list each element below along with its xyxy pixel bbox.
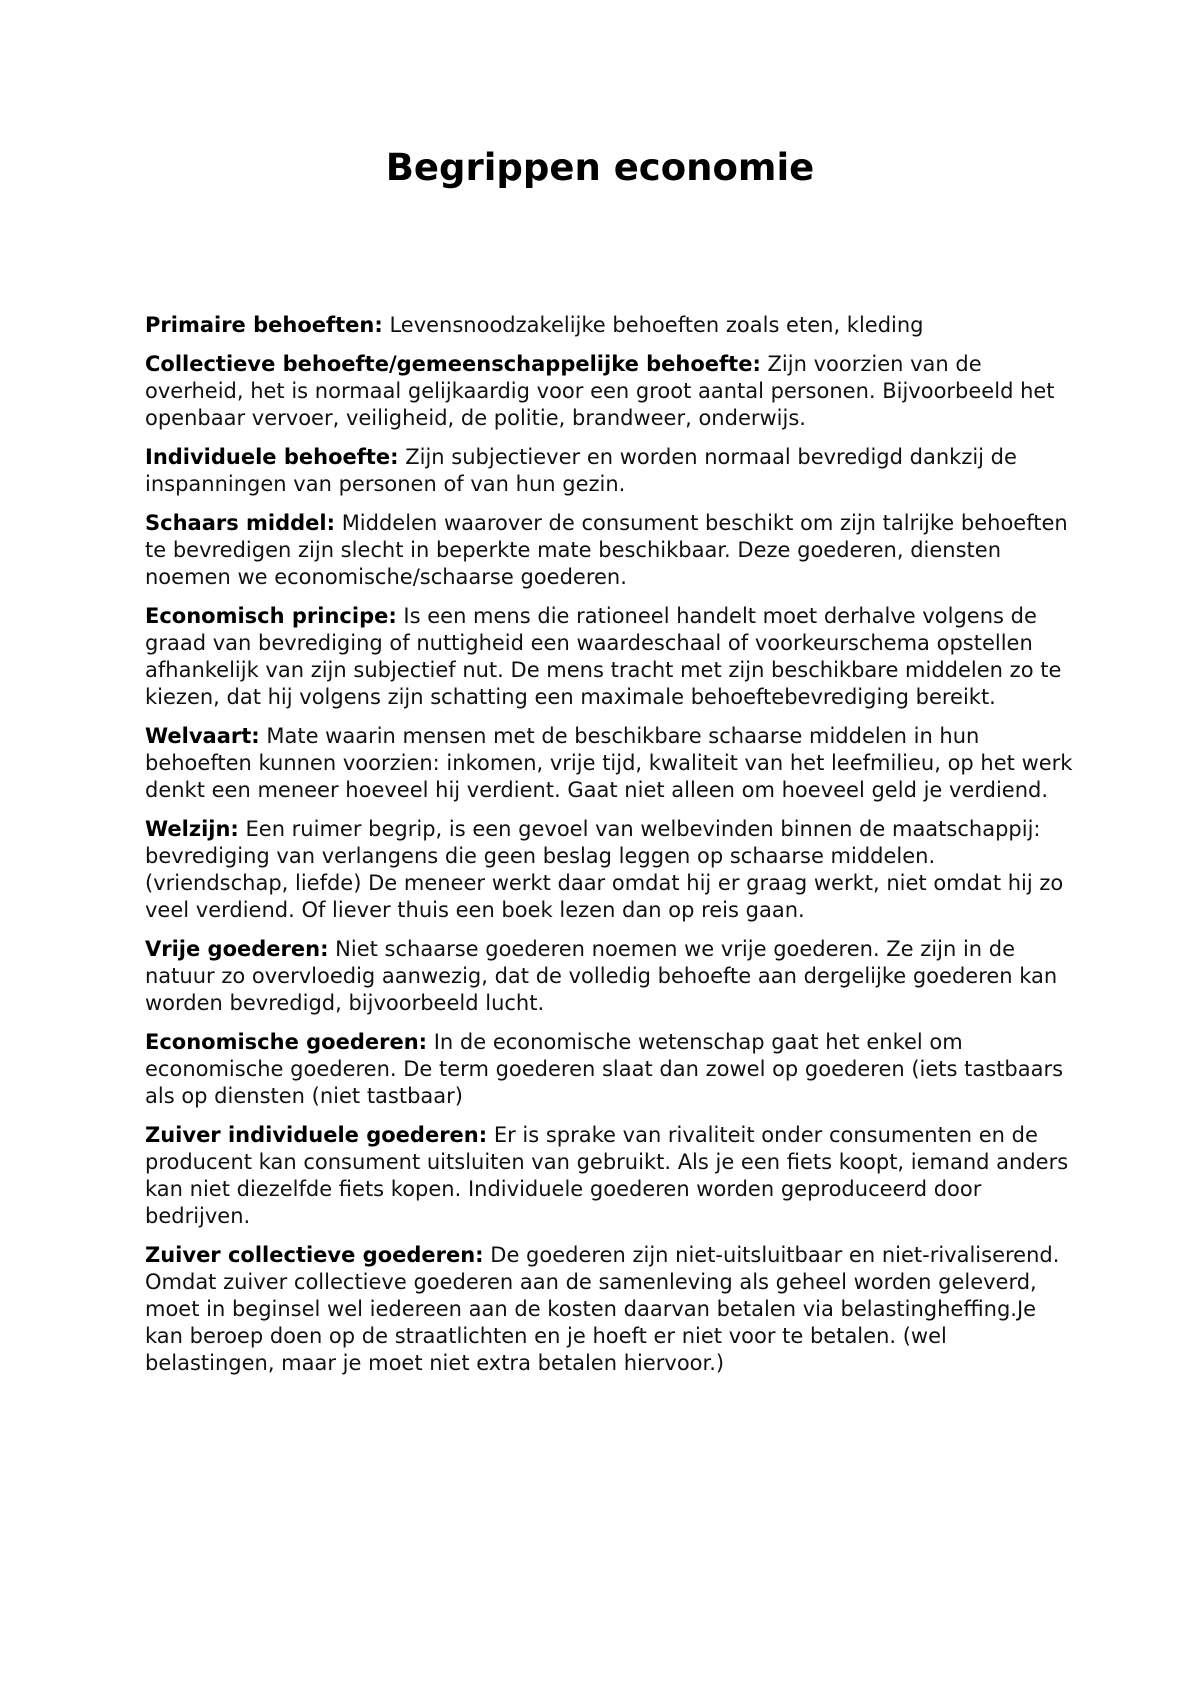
definition-vrije-goederen <box>145 936 1075 1017</box>
definition-collectieve-behoefte <box>145 351 1075 432</box>
definition-individuele-behoefte <box>145 444 1075 498</box>
definition-economisch-principe <box>145 603 1075 711</box>
definition-text: Middelen waarover de consument beschikt om zijn talrijke behoeften te bevredigen zijn slecht in beperkte mate beschikbaar. Deze goederen, diensten noemen we economische/schaarse goederen. <box>145 511 1068 589</box>
definition-text: Is een mens die rationeel handelt moet derhalve volgens de graad van bevrediging of nuttigheid een waardeschaal of voorkeurschema opstellen afhankelijk van zijn subjectief nut. De mens tracht met zijn beschikbare middelen zo te kiezen, dat hij volgens zijn schatting een maximale behoeftebevrediging bereikt. <box>145 604 1062 709</box>
term-label: Economische goederen: <box>145 1030 428 1054</box>
term-label: Individuele behoefte: <box>145 445 399 469</box>
term-label: Zuiver individuele goederen: <box>145 1123 488 1147</box>
definition-text: In de economische wetenschap gaat het enkel om economische goederen. De term goederen slaat dan zowel op goederen (iets tastbaars als op diensten (niet tastbaar) <box>145 1030 1064 1108</box>
term-label: Zuiver collectieve goederen: <box>145 1243 484 1267</box>
term-label: Welvaart: <box>145 724 260 748</box>
term-label: Collectieve behoefte/gemeenschappelijke behoefte: <box>145 352 761 376</box>
definitions-list <box>145 312 1075 1389</box>
definition-zuiver-collectieve-goederen <box>145 1242 1075 1377</box>
definition-schaars-middel <box>145 510 1075 591</box>
document-title: Begrippen economie <box>385 146 815 189</box>
definition-text: Zijn voorzien van de overheid, het is normaal gelijkaardig voor een groot aantal personen. Bijvoorbeeld het openbaar vervoer, veiligheid, de politie, brandweer, onderwijs. <box>145 352 1055 430</box>
definition-economische-goederen <box>145 1029 1075 1110</box>
definition-text: Levensnoodzakelijke behoeften zoals eten, kleding <box>382 313 924 337</box>
definition-text: Mate waarin mensen met de beschikbare schaarse middelen in hun behoeften kunnen voorzien: inkomen, vrije tijd, kwaliteit van het leefmilieu, op het werk denkt een meneer hoeveel hij verdient. Gaat niet alleen om hoeveel geld je verdiend. <box>145 724 1073 802</box>
definition-text: Zijn subjectiever en worden normaal bevredigd dankzij de inspanningen van personen of van hun gezin. <box>145 445 1017 496</box>
term-label: Economisch principe: <box>145 604 397 628</box>
term-label: Schaars middel: <box>145 511 336 535</box>
definition-text: Er is sprake van rivaliteit onder consumenten en de producent kan consument uitsluiten van gebruikt. Als je een fiets koopt, iemand anders kan niet diezelfde fiets kopen. Individuele goederen worden geproduceerd door bedrijven. <box>145 1123 1069 1228</box>
term-label: Primaire behoeften: <box>145 313 383 337</box>
definition-primaire-behoeften <box>145 312 1075 339</box>
term-label: Vrije goederen: <box>145 937 329 961</box>
definition-zuiver-individuele-goederen <box>145 1122 1075 1230</box>
definition-welvaart <box>145 723 1075 804</box>
definition-text: Niet schaarse goederen noemen we vrije goederen. Ze zijn in de natuur zo overvloedig aanwezig, dat de volledig behoefte aan dergelijke goederen kan worden bevredigd, bijvoorbeeld lucht. <box>145 937 1058 1015</box>
definition-text: Een ruimer begrip, is een gevoel van welbevinden binnen de maatschappij: bevrediging van verlangens die geen beslag leggen op schaarse middelen. (vriendschap, liefde) De meneer werkt daar omdat hij er graag werkt, niet omdat hij zo veel verdiend. Of liever thuis een boek lezen dan op reis gaan. <box>145 817 1064 922</box>
definition-text: De goederen zijn niet-uitsluitbaar en niet-rivaliserend. Omdat zuiver collectieve goederen aan de samenleving als geheel worden geleverd, moet in beginsel wel iedereen aan de kosten daarvan betalen via belastingheffing.Je kan beroep doen op de straatlichten en je hoeft er niet voor te betalen. (wel belastingen, maar je moet niet extra betalen hiervoor.) <box>145 1243 1060 1375</box>
definition-welzijn <box>145 816 1075 924</box>
term-label: Welzijn: <box>145 817 239 841</box>
